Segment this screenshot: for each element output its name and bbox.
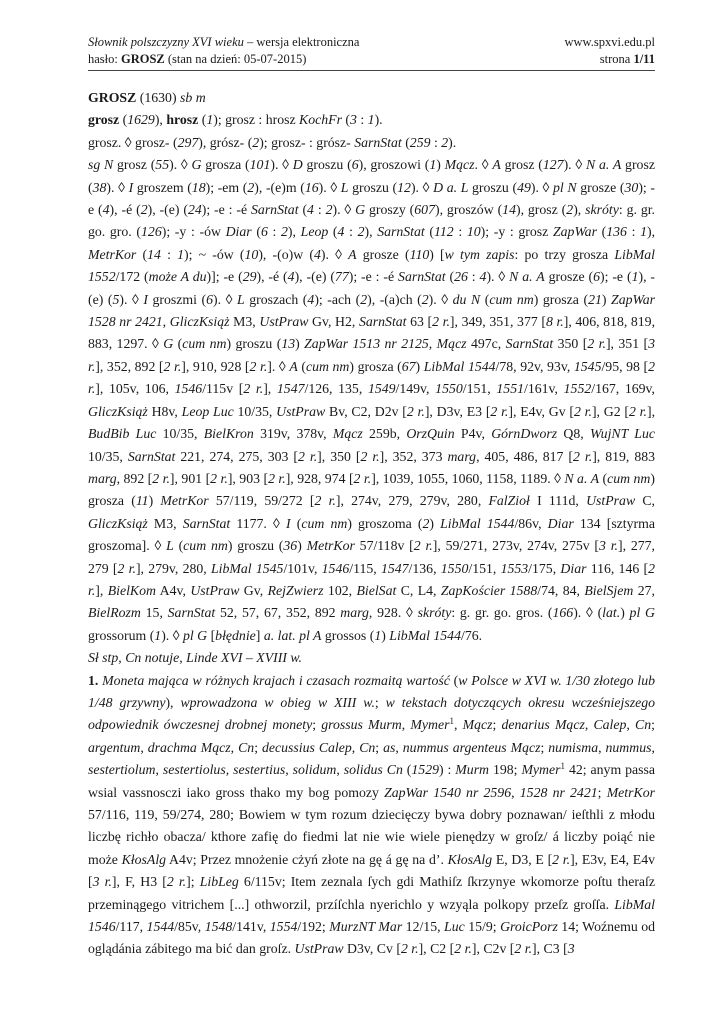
page-header	[88, 34, 655, 68]
entry-info: hasło: GROSZ (stan na dzień: 05-07-2015)	[88, 52, 307, 66]
headword: GROSZ	[88, 90, 137, 105]
header-divider	[88, 70, 655, 71]
headword-line: GROSZ (1630) sb m	[88, 90, 206, 105]
sense-1-paragraph: 1. Moneta mająca w różnych krajach i czasach rozmaitą wartość (w Polsce w XVI w. 1/30 złotego lub 1/48 grzywny), wprowadzona w obieg w XIII w.; w tekstach dotyczących okresu wcześniejszego odpowiednik ówczesnej drobnej monety; grossus Murm, Mymer$^1$, Mącz; denarius Mącz, Calep, Cn; argentum, drachma Mącz, Cn; decussius Calep, Cn; as, nummus argenteus Mącz; numisma, nummus, sestertiolum, sestertiolus, sestertius, solidum, solidus Cn (1529) : Murm 198; Mymer$^1$ 42; anym passa wsial vassnosczi iako gross thako my bog pomozy ZapWar 1540 nr 2596, 1528 nr 2421; MetrKor 57/116, 119, 59/274, 280; Bowiem w tym rozum dziecięczy bywa dobry poznawan/ ieſthli z młodu liczbę richło obacza/ kthore zafię do fiedmi lat nie wie wiele pienędzy w groſz/ á liczby poiąć nie może KłosAlg A4v; Przez mnożenie cżyń złote na gę á gę na d’. KłosAlg E, D3, E [2 r.], E3v, E4, E4v [3 r.], F, H3 [2 r.]; LibLeg 6/115v; Item zeznala ſych gdi Mathiſz ſkrzynye wkomorze poſtu theraſz przeminągego vitrichem [...] othworzil, przíſchla nyerichlo y wzyąla polkopy przeſz groſſa. LibMal 1546/117, 1544/85v, 1548/141v, 1554/192; MurzNT Mar 12/15, Luc 15/9; GroicPorz 14; Woźnemu od oglądánia zábitego ma bić dan groſz. UstPraw D3v, Cv [2 r.], C2 [2 r.], C2v [2 r.], C3 [3	[88, 672, 656, 957]
entry-content	[88, 87, 655, 961]
header-row-1	[88, 34, 655, 51]
sources-line: Sł stp, Cn notuje, Linde XVI – XVIII w.	[88, 650, 302, 666]
header-row-2	[88, 51, 655, 68]
page-number: strona 1/11	[599, 52, 655, 66]
spelling-line: grosz. ◊ grosz- (297), grósz- (2); grosz- : grósz- SarnStat (259 : 2).	[88, 134, 457, 150]
inflection-paragraph: sg N grosz (55). ◊ G grosza (101). ◊ D groszu (6), groszowi (1) Mącz. ◊ A grosz (127). ◊ N a. A grosz (38). ◊ I groszem (18); -em (2), -(e)m (16). ◊ L groszu (12). ◊ D a. L groszu (49). ◊ pl N grosze (30); -e (4), -é (2), -(e) (24); -e : -é SarnStat (4 : 2). ◊ G groszy (607), groszów (14), grosz (2), skróty: g. gr. go. gro. (126); -y : -ów Diar (6 : 2), Leop (4 : 2), SarnStat (112 : 10); -y : grosz ZapWar (136 : 1), MetrKor (14 : 1); ~ -ów (10), -(o)w (4). ◊ A grosze (110) [w tym zapis: po trzy grosza LibMal 1552/172 (może A du)]; -e (29), -é (4), -(e) (77); -e : -é SarnStat (26 : 4). ◊ N a. A grosze (6); -e (1), -(e) (5). ◊ I groszmi (6). ◊ L groszach (4); -ach (2), -(a)ch (2). ◊ du N (cum nm) grosza (21) ZapWar 1528 nr 2421, GliczKsiąż M3, UstPraw Gv, H2, SarnStat 63 [2 r.], 349, 351, 377 [8 r.], 406, 818, 819, 883, 1297. ◊ G (cum nm) groszu (13) ZapWar 1513 nr 2125, Mącz 497c, SarnStat 350 [2 r.], 351 [3 r.], 352, 892 [2 r.], 910, 928 [2 r.]. ◊ A (cum nm) grosza (67) LibMal 1544/78, 92v, 93v, 1545/95, 98 [2 r.], 105v, 106, 1546/115v [2 r.], 1547/126, 135, 1549/149v, 1550/151, 1551/161v, 1552/167, 169v, GliczKsiąż H8v, Leop Luc 10/35, UstPraw Bv, C2, D2v [2 r.], D3v, E3 [2 r.], E4v, Gv [2 r.], G2 [2 r.], BudBib Luc 10/35, BielKron 319v, 378v, Mącz 259b, OrzQuin P4v, GórnDworz Q8, WujNT Luc 10/35, SarnStat 221, 274, 275, 303 [2 r.], 350 [2 r.], 352, 373 marg, 405, 486, 817 [2 r.], 819, 883 marg, 892 [2 r.], 901 [2 r.], 903 [2 r.], 928, 974 [2 r.], 1039, 1055, 1060, 1158, 1189. ◊ N a. A (cum nm) grosza (11) MetrKor 57/119, 59/272 [2 r.], 274v, 279, 279v, 280, FalZioł I 111d, UstPraw C, GliczKsiąż M3, SarnStat 1177. ◊ I (cum nm) groszoma (2) LibMal 1544/86v, Diar 134 [sztyrma groszoma]. ◊ L (cum nm) groszu (36) MetrKor 57/118v [2 r.], 59/271, 273v, 274v, 275v [3 r.], 277, 279 [2 r.], 279v, 280, LibMal 1545/101v, 1546/115, 1547/136, 1550/151, 1553/175, Diar 116, 146 [2 r.], BielKom A4v, UstPraw Gv, RejZwierz 102, BielSat C, L4, ZapKościer 1588/74, 84, BielSjem 27, BielRozm 15, SarnStat 52, 57, 67, 352, 892 marg, 928. ◊ skróty: g. gr. go. gros. (166). ◊ (lat.) pl G grossorum (1). ◊ pl G [błędnie] a. lat. pl A grossos (1) LibMal 1544/76.	[88, 157, 656, 643]
forms-line: grosz (1629), hrosz (1); grosz : hrosz KochFr (3 : 1).	[88, 112, 383, 128]
site-url[interactable]: www.spxvi.edu.pl	[564, 35, 655, 49]
dictionary-title: Słownik polszczyzny XVI wieku – wersja elektroniczna	[88, 35, 360, 49]
